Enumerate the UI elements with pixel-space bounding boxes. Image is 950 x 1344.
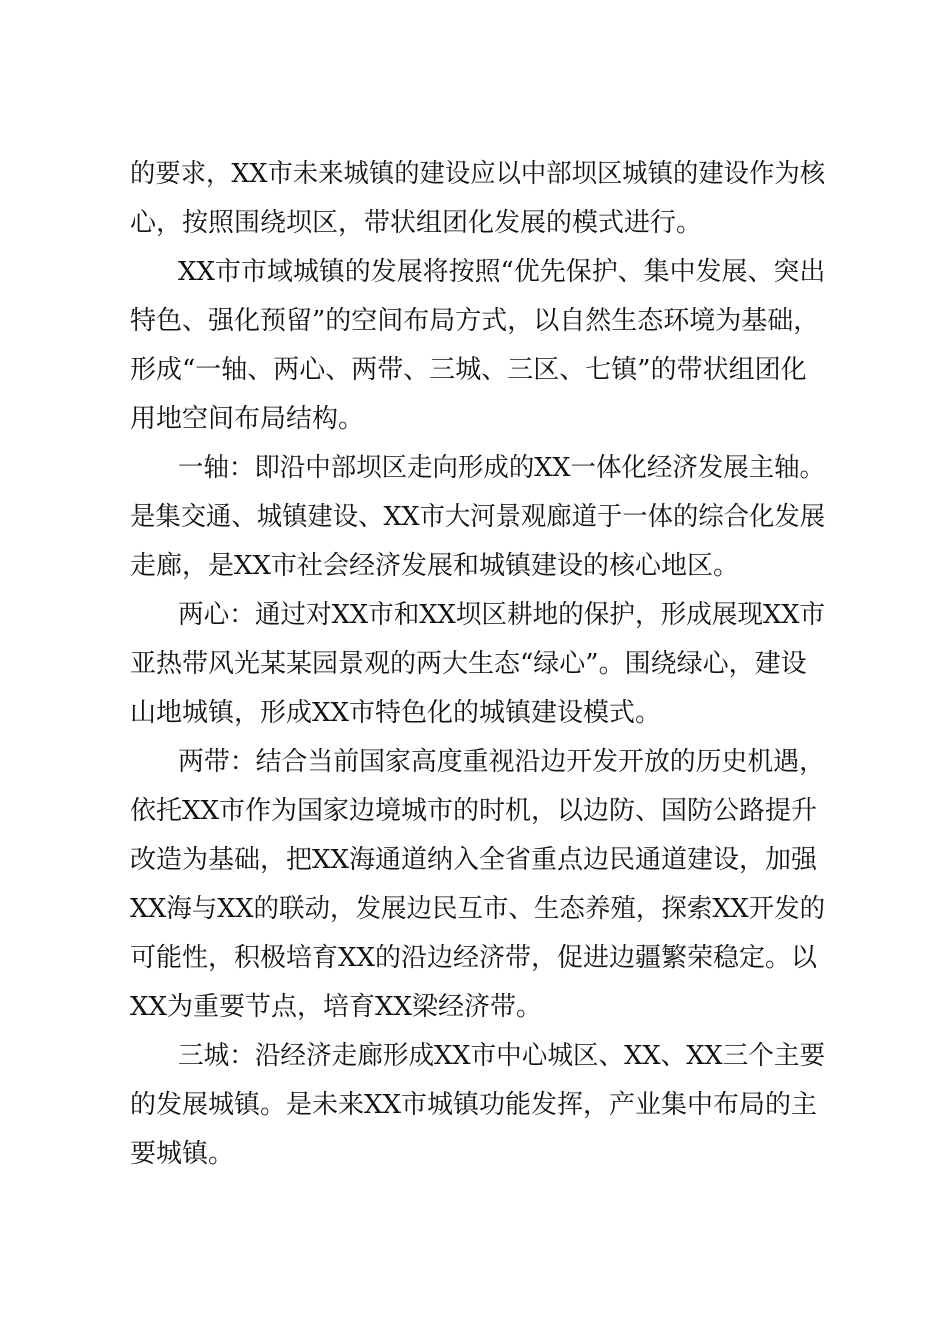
text-line: 心，按照围绕坝区，带状组团化发展的模式进行。	[130, 208, 703, 238]
text-line: XX海与XX的联动，发展边民互市、生态养殖，探索XX开发的	[130, 894, 826, 924]
text-line: XX为重要节点，培育XX梁经济带。	[130, 992, 543, 1022]
text-line: 要城镇。	[130, 1139, 235, 1169]
text-line: 三城：沿经济走廊形成XX市中心城区、XX、XX三个主要	[178, 1041, 826, 1071]
text-line: 两带：结合当前国家高度重视沿边开发开放的历史机遇，	[178, 747, 826, 777]
text-line: 改造为基础，把XX海通道纳入全省重点边民通道建设，加强	[130, 845, 818, 875]
text-line: 两心：通过对XX市和XX坝区耕地的保护，形成展现XX市	[178, 600, 826, 630]
text-line: 特色、强化预留”的空间布局方式，以自然生态环境为基础，	[130, 306, 820, 336]
text-line: XX市市域城镇的发展将按照“优先保护、集中发展、突出	[178, 257, 826, 287]
text-line: 亚热带风光某某园景观的两大生态“绿心”。围绕绿心，建设	[130, 649, 807, 679]
text-line: 的发展城镇。是未来XX市城镇功能发挥，产业集中布局的主	[130, 1090, 818, 1120]
text-line: 是集交通、城镇建设、XX市大河景观廊道于一体的综合化发展	[130, 502, 826, 532]
text-line: 走廊，是XX市社会经济发展和城镇建设的核心地区。	[130, 551, 740, 581]
text-line: 用地空间布局结构。	[130, 404, 365, 434]
text-line: 可能性，积极培育XX的沿边经济带，促进边疆繁荣稳定。以	[130, 943, 818, 973]
text-line: 依托XX市作为国家边境城市的时机，以边防、国防公路提升	[130, 796, 818, 826]
text-line: 的要求，XX市未来城镇的建设应以中部坝区城镇的建设作为核	[130, 159, 826, 189]
text-line: 形成“一轴、两心、两带、三城、三区、七镇”的带状组团化	[130, 355, 807, 385]
text-line: 山地城镇，形成XX市特色化的城镇建设模式。	[130, 698, 662, 728]
text-line: 一轴：即沿中部坝区走向形成的XX一体化经济发展主轴。	[178, 453, 826, 483]
